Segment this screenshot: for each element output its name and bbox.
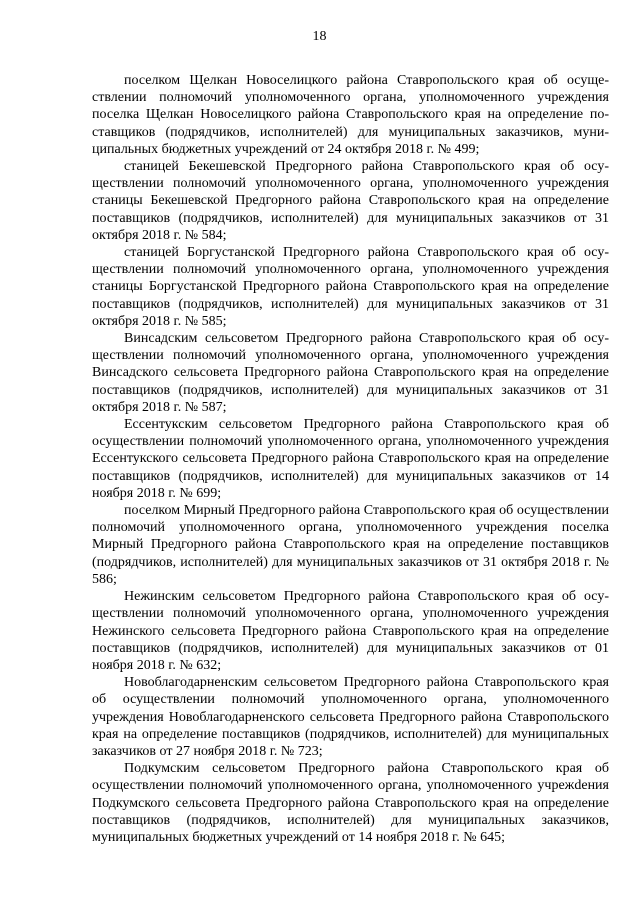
paragraph-podkumsky: Подкумским сельсоветом Предгорного района Ставропольского края об осуществлении полномочий уполномоченного органа, уполномоченного учрежdения Подкумского сельсовета Предгорного района Ставропольского края на определение поставщиков (подрядчиков, исполнителей) для муниципальных заказчиков, муниципальных бюджетных учреждений от 14 ноября 2018 г. № 645; [92, 761, 609, 845]
paragraph-nezhinsky: Нежинским сельсоветом Предгорного района Ставропольского края об осуществлении полномочий уполномоченного органа, уполномоченного учреждения Нежинского сельсовета Предгорного района Ставропольского края на определение поставщиков (подрядчиков, исполнителей) для муниципальных заказчиков от 01 ноября 2018 г. № 632; [92, 589, 609, 673]
paragraph-essentuksky: Ессентукским сельсоветом Предгорного района Ставропольского края об осуществлении полномочий уполномоченного органа, уполномоченного учреждения Ессентукского сельсовета Предгорного района Ставропольского края на определение поставщиков (подрядчиков, исполнителей) для муниципальных заказчиков от 14 ноября 2018 г. № 699; [92, 417, 609, 501]
paragraph-bekeshevskaya: станицей Бекешевской Предгорного района Ставропольского края об осуществлении полномочий уполномоченного органа, уполномоченного учреждения станицы Бекешевской Предгорного района Ставропольского края на определение поставщиков (подрядчиков, исполнителей) для муниципальных заказчиков от 31 октября 2018 г. № 584; [92, 159, 609, 243]
document-body [92, 72, 609, 846]
paragraph-vinsadsky: Винсадским сельсоветом Предгорного района Ставропольского края об осуществлении полномочий уполномоченного органа, уполномоченного учреждения Винсадского сельсовета Предгорного района Ставропольского края на определение поставщиков (подрядчиков, исполнителей) для муниципальных заказчиков от 31 октября 2018 г. № 587; [92, 331, 609, 415]
page-number: 18 [312, 29, 327, 44]
paragraph-novoblagodarnensky: Новоблагодарненским сельсоветом Предгорного района Ставропольского края об осуществлении полномочий уполномоченного органа, уполномоченного учреждения Новоблагодарненского сельсовета Предгорного района Ставропольского края на определение поставщиков (подрядчиков, исполнителей) для муниципальных заказчиков от 27 ноября 2018 г. № 723; [92, 675, 609, 759]
paragraph-mirny: поселком Мирный Предгорного района Ставропольского края об осуществлении полномочий уполномоченного органа, уполномоченного учреждения поселка Мирный Предгорного района Ставропольского края на определение поставщиков (подрядчиков, исполнителей) для муниципальных заказчиков от 31 октября 2018 г. № 586; [92, 503, 609, 587]
paragraph-borgustanskaya: станицей Боргустанской Предгорного района Ставропольского края об осуществлении полномочий уполномоченного органа, уполномоченного учреждения станицы Боргустанской Предгорного района Ставропольского края на определение поставщиков (подрядчиков, исполнителей) для муниципальных заказчиков от 31 октября 2018 г. № 585; [92, 245, 609, 329]
paragraph-shchelkan: поселком Щелкан Новоселицкого района Ставропольского края об осуществлении полномочий уполномоченного органа, уполномоченного учреждения поселка Щелкан Новоселицкого района Ставропольского края на определение поставщиков (подрядчиков, исполнителей) для муниципальных заказчиков, муниципальных бюджетных учреждений от 24 октября 2018 г. № 499; [92, 73, 609, 157]
